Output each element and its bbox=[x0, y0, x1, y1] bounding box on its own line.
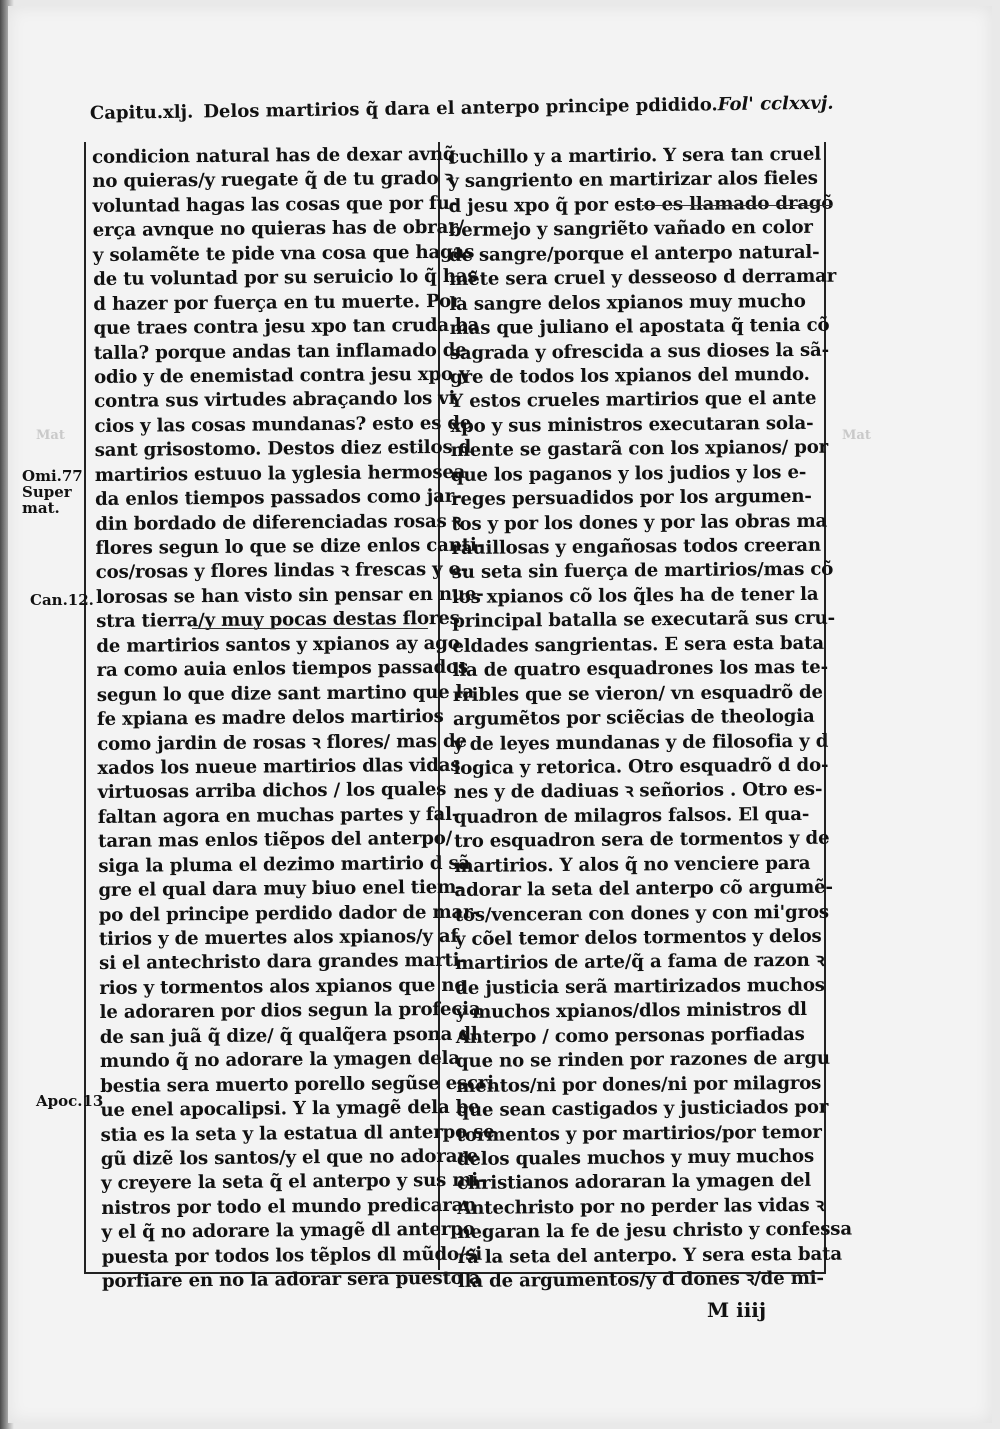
text-line: y de leyes mundanas y de filosofia y d bbox=[453, 730, 829, 755]
text-line: le adoraren por dios segun la profecia bbox=[99, 998, 481, 1024]
text-line: d jesu xpo q̃ por esto es llamado dragõ bbox=[448, 192, 834, 217]
text-line: condicion natural has de dexar avnq̃ bbox=[92, 143, 456, 168]
text-line: xados los nueue martirios dlas vidas bbox=[97, 754, 461, 779]
text-line: que sean castigados y justiciados por bbox=[456, 1096, 829, 1122]
text-line: ue enel apocalipsi. Y la ymagẽ dela be bbox=[100, 1096, 480, 1122]
text-line: gũ dizẽ los santos/y el que no adorare bbox=[100, 1145, 479, 1170]
text-line: rribles que se vieron/ vn esquadrõ de bbox=[452, 681, 823, 706]
marginal-note-cantica: Can.12. bbox=[30, 591, 94, 609]
text-line: argumẽtos por sciẽcias de theologia bbox=[452, 705, 815, 731]
text-line: cos/rosas y flores lindas ꝛ frescas y o- bbox=[95, 559, 468, 584]
left-column bbox=[92, 143, 495, 1294]
text-line: lorosas se han visto sin pensar en nue- bbox=[95, 583, 484, 608]
text-line: que traes contra jesu xpo tan cruda ba bbox=[93, 314, 480, 340]
text-line: bestia sera muerto porello segũse escri bbox=[100, 1072, 494, 1097]
text-line: y cõel temor delos tormentos y delos bbox=[454, 925, 822, 950]
text-line: voluntad hagas las cosas que por fu- bbox=[92, 192, 458, 217]
marginal-note-apocalypse: Apoc.13 bbox=[36, 1092, 104, 1110]
text-line: flores segun lo que se dize enlos canti- bbox=[95, 534, 485, 559]
text-line: y creyere la seta q̃ el anterpo y sus mi- bbox=[100, 1169, 486, 1195]
text-line: mentos/ni por dones/ni por milagros bbox=[456, 1072, 822, 1097]
text-line: din bordado de diferenciadas rosas ꝛ bbox=[95, 510, 462, 535]
text-line: odio y de enemistad contra jesu xpo y bbox=[93, 363, 470, 388]
text-line: la sangre delos xpianos muy mucho bbox=[449, 290, 806, 315]
text-line: Y estos crueles martirios que el ante bbox=[450, 388, 817, 413]
text-line: puesta por todos los tẽplos dl mũdo/si bbox=[101, 1243, 483, 1268]
text-line: cios y las cosas mundanas? esto es de bbox=[94, 412, 472, 437]
text-line: erça avnque no quieras has de obrar/ bbox=[92, 217, 465, 242]
text-line: martirios de arte/q̃ a fama de razon ꝛ bbox=[455, 950, 825, 975]
text-line: mas que juliano el apostata q̃ tenia cõ bbox=[449, 314, 830, 340]
text-line: d hazer por fuerça en tu muerte. Por bbox=[93, 290, 461, 315]
text-line: que no se rinden por razones de argu bbox=[455, 1047, 830, 1073]
text-line: segun lo que dize sant martino que la bbox=[96, 681, 474, 706]
text-line: de san juã q̃ dize/ q̃ qualq̃era psona dl bbox=[99, 1023, 478, 1048]
text-line: faltan agora en muchas partes y fal- bbox=[97, 803, 460, 828]
text-line: lla de quatro esquadrones los mas te- bbox=[452, 656, 829, 682]
text-line: mente se gastarã con los xpianos/ por bbox=[450, 436, 829, 462]
text-line: adorar la seta del anterpo cõ argumẽ- bbox=[454, 876, 833, 902]
text-line: virtuosas arriba dichos / los quales bbox=[97, 779, 447, 804]
text-line: tro esquadron sera de tormentos y de bbox=[453, 827, 830, 853]
text-line: los xpianos cõ los q̃les ha de tener la bbox=[451, 583, 819, 608]
text-line: stia es la seta y la estatua dl anterpo se bbox=[100, 1121, 495, 1146]
text-line: como jardin de rosas ꝛ flores/ mas de bbox=[97, 730, 467, 755]
text-line: no quieras/y ruegate q̃ de tu grado ꝛ bbox=[92, 168, 454, 193]
text-line: tirios y de muertes alos xpianos/y af bbox=[98, 925, 459, 950]
text-line: siga la pluma el dezimo martirio d sã bbox=[98, 852, 471, 877]
text-line: rios y tormentos alos xpianos que no bbox=[99, 974, 467, 999]
text-line: principal batalla se executarã sus cru- bbox=[452, 607, 835, 633]
text-line: y sangriento en martirizar alos fieles bbox=[448, 168, 818, 193]
text-line: mundo q̃ no adorare la ymagen dela bbox=[99, 1048, 461, 1073]
text-line: eldades sangrientas. E sera esta bata bbox=[452, 632, 824, 657]
text-line: christianos adoraran la ymagen del bbox=[456, 1170, 811, 1195]
text-line: logica y retorica. Otro esquadrõ d do- bbox=[453, 754, 829, 779]
text-line: Anterpo / como personas porfiadas bbox=[455, 1023, 805, 1048]
text-line: de martirios santos y xpianos ay ago bbox=[96, 632, 460, 657]
chapter-title: Delos martirios q̃ dara el anterpo principe pdidido. bbox=[203, 94, 718, 123]
marginal-note-omilia: Omi.77 Super mat. bbox=[22, 467, 83, 517]
text-line: porfiare en no la adorar sera puesto a bbox=[101, 1267, 481, 1293]
text-line: contra sus virtudes abraçando los vi bbox=[94, 388, 456, 413]
text-line: y solamẽte te pide vna cosa que hagas bbox=[92, 241, 475, 266]
text-line: po del principe perdido dador de mar- bbox=[98, 901, 480, 926]
text-line: tos/venceran con dones y con mi'gros bbox=[454, 901, 829, 926]
text-line: quadron de milagros falsos. El qua- bbox=[453, 803, 810, 828]
text-line: taran mas enlos tiẽpos del anterpo/ bbox=[97, 828, 453, 853]
text-line: tos y por los dones y por las obras ma bbox=[451, 510, 828, 535]
folio-number: Fol' cclxxvj. bbox=[717, 92, 834, 116]
text-line: y el q̃ no adorare la ymagẽ dl anterpo bbox=[101, 1218, 475, 1244]
text-line: cuchillo y a martirio. Y sera tan cruel bbox=[448, 143, 822, 168]
text-line: stra tierra/y muy pocas destas flores bbox=[96, 608, 460, 633]
text-line: martirios. Y alos q̃ no venciere para bbox=[454, 852, 811, 877]
text-line: sant grisostomo. Destos diez estilos d bbox=[94, 436, 472, 462]
text-line: de tu voluntad por su seruicio lo q̃ has bbox=[93, 265, 478, 291]
text-line: gre el qual dara muy biuo enel tiem- bbox=[98, 876, 464, 902]
text-line: que los paganos y los judios y los e- bbox=[450, 461, 807, 486]
text-line: de justicia serã martirizados muchos bbox=[455, 974, 825, 999]
ink-strike-line bbox=[642, 205, 832, 206]
text-line: reges persuadidos por los argumen- bbox=[450, 485, 812, 511]
signature-mark: M iiij bbox=[707, 1298, 767, 1322]
text-line: tormentos y por martirios/por temor bbox=[456, 1121, 822, 1146]
text-line: su seta sin fuerça de martirios/mas cõ bbox=[451, 559, 834, 584]
text-line: nistros por todo el mundo predicaran bbox=[101, 1194, 477, 1219]
text-line: mẽte sera cruel y desseoso d derramar bbox=[449, 265, 837, 291]
text-line: rauillosas y engañosas todos creeran bbox=[451, 534, 821, 559]
show-through-text-right: Mat bbox=[842, 428, 871, 443]
chapter-number: Capitu.xlj. bbox=[89, 101, 194, 124]
text-line: fe xpiana es madre delos martirios bbox=[96, 706, 444, 731]
text-line: bermejo y sangriẽto vañado en color bbox=[448, 217, 813, 242]
text-line: si el antechristo dara grandes marti- bbox=[99, 950, 467, 975]
text-line: negaran la fe de jesu christo y confessa bbox=[457, 1218, 852, 1244]
text-line: Antechristo por no perder las vidas ꝛ bbox=[457, 1194, 825, 1219]
text-line: de sangre/porque el anterpo natural- bbox=[448, 241, 820, 266]
ink-underline bbox=[192, 628, 428, 629]
text-line: gre de todos los xpianos del mundo. bbox=[449, 363, 810, 388]
text-line: delos quales muchos y muy muchos bbox=[456, 1145, 815, 1170]
text-line: xpo y sus ministros executaran sola- bbox=[450, 412, 814, 437]
text-line: ra como auia enlos tiempos passados bbox=[96, 656, 469, 682]
right-column bbox=[448, 143, 852, 1295]
text-line: nes y de dadiuas ꝛ señorios . Otro es- bbox=[453, 779, 823, 804]
text-line: lla de argumentos/y d dones ꝛ/de mi- bbox=[457, 1267, 824, 1293]
show-through-text-left: Mat bbox=[36, 428, 65, 443]
text-line: rã la seta del anterpo. Y sera esta bata bbox=[457, 1243, 842, 1268]
text-line: sagrada y ofrescida a sus dioses la sã- bbox=[449, 339, 829, 364]
text-line: martirios estuuo la yglesia hermosea bbox=[94, 461, 466, 486]
text-line: talla? porque andas tan inflamado de bbox=[93, 339, 467, 364]
text-line: y muchos xpianos/dlos ministros dl bbox=[455, 999, 807, 1024]
text-line: da enlos tiempos passados como jar- bbox=[94, 485, 462, 511]
